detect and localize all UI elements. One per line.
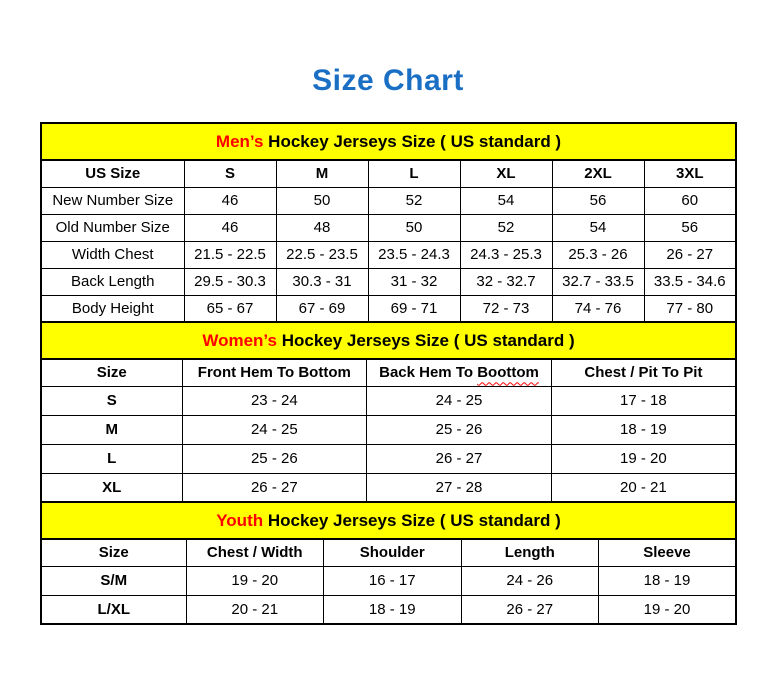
youth-col-header: Chest / Width	[186, 539, 324, 566]
youth-size-table	[40, 501, 737, 625]
row-label: M	[41, 415, 182, 444]
youth-section-title	[41, 502, 736, 539]
mens-title-accent: Men’s	[215, 131, 264, 151]
row-label: New Number Size	[41, 187, 184, 214]
womens-section-title	[41, 322, 736, 359]
cell: 20 - 21	[551, 473, 736, 502]
size-chart-tables	[40, 122, 737, 625]
cell: 30.3 - 31	[276, 268, 368, 295]
womens-col-header-text: Back Hem To	[379, 364, 478, 382]
cell: 26 - 27	[182, 473, 367, 502]
table-row	[41, 595, 736, 624]
mens-col-header: XL	[460, 160, 552, 187]
cell: 19 - 20	[599, 595, 737, 624]
cell: 24 - 25	[182, 415, 367, 444]
cell: 26 - 27	[461, 595, 599, 624]
table-row	[41, 386, 736, 415]
cell: 46	[184, 214, 276, 241]
table-row	[41, 187, 736, 214]
cell: 18 - 19	[599, 566, 737, 595]
table-row	[41, 241, 736, 268]
cell: 32 - 32.7	[460, 268, 552, 295]
cell: 18 - 19	[551, 415, 736, 444]
mens-size-table	[40, 122, 737, 323]
cell: 24 - 25	[367, 386, 552, 415]
cell: 19 - 20	[186, 566, 324, 595]
cell: 18 - 19	[324, 595, 462, 624]
cell: 56	[644, 214, 736, 241]
womens-title-rest: Hockey Jerseys Size ( US standard )	[276, 330, 575, 350]
cell: 56	[552, 187, 644, 214]
row-label: L/XL	[41, 595, 186, 624]
cell: 24 - 26	[461, 566, 599, 595]
mens-col-header: 2XL	[552, 160, 644, 187]
cell: 65 - 67	[184, 295, 276, 322]
page-title: Size Chart	[312, 64, 464, 97]
cell: 25 - 26	[182, 444, 367, 473]
mens-section-title	[41, 123, 736, 160]
cell: 72 - 73	[460, 295, 552, 322]
youth-col-header: Length	[461, 539, 599, 566]
youth-title-accent: Youth	[216, 510, 264, 530]
cell: 46	[184, 187, 276, 214]
cell: 74 - 76	[552, 295, 644, 322]
cell: 27 - 28	[367, 473, 552, 502]
cell: 54	[460, 187, 552, 214]
womens-title-accent: Women’s	[202, 330, 277, 350]
mens-title-rest: Hockey Jerseys Size ( US standard )	[263, 131, 562, 151]
womens-col-header: Front Hem To Bottom	[182, 359, 367, 386]
womens-col-header	[367, 359, 552, 386]
cell: 19 - 20	[551, 444, 736, 473]
mens-header-row	[41, 160, 736, 187]
cell: 31 - 32	[368, 268, 460, 295]
cell: 20 - 21	[186, 595, 324, 624]
cell: 52	[460, 214, 552, 241]
table-row	[41, 268, 736, 295]
cell: 26 - 27	[367, 444, 552, 473]
mens-col-header: 3XL	[644, 160, 736, 187]
row-label: Width Chest	[41, 241, 184, 268]
cell: 48	[276, 214, 368, 241]
youth-header-row	[41, 539, 736, 566]
cell: 32.7 - 33.5	[552, 268, 644, 295]
cell: 17 - 18	[551, 386, 736, 415]
misspelled-word: Boottom	[477, 364, 539, 382]
youth-section-band	[41, 502, 736, 539]
cell: 16 - 17	[324, 566, 462, 595]
row-label: XL	[41, 473, 182, 502]
table-row	[41, 415, 736, 444]
cell: 22.5 - 23.5	[276, 241, 368, 268]
row-label: S/M	[41, 566, 186, 595]
table-row	[41, 295, 736, 322]
youth-col-header: Shoulder	[324, 539, 462, 566]
youth-col-header: Size	[41, 539, 186, 566]
cell: 23.5 - 24.3	[368, 241, 460, 268]
mens-section-band	[41, 123, 736, 160]
cell: 52	[368, 187, 460, 214]
table-row	[41, 473, 736, 502]
cell: 25.3 - 26	[552, 241, 644, 268]
cell: 21.5 - 22.5	[184, 241, 276, 268]
cell: 23 - 24	[182, 386, 367, 415]
mens-col-header: US Size	[41, 160, 184, 187]
womens-header-row	[41, 359, 736, 386]
womens-section-band	[41, 322, 736, 359]
cell: 50	[276, 187, 368, 214]
cell: 24.3 - 25.3	[460, 241, 552, 268]
mens-col-header: M	[276, 160, 368, 187]
cell: 25 - 26	[367, 415, 552, 444]
cell: 67 - 69	[276, 295, 368, 322]
row-label: S	[41, 386, 182, 415]
cell: 69 - 71	[368, 295, 460, 322]
table-row	[41, 214, 736, 241]
youth-col-header: Sleeve	[599, 539, 737, 566]
youth-title-rest: Hockey Jerseys Size ( US standard )	[263, 510, 561, 530]
mens-col-header: S	[184, 160, 276, 187]
cell: 26 - 27	[644, 241, 736, 268]
cell: 33.5 - 34.6	[644, 268, 736, 295]
table-row	[41, 566, 736, 595]
cell: 50	[368, 214, 460, 241]
row-label: Body Height	[41, 295, 184, 322]
womens-size-table	[40, 321, 737, 503]
row-label: Old Number Size	[41, 214, 184, 241]
cell: 29.5 - 30.3	[184, 268, 276, 295]
mens-col-header: L	[368, 160, 460, 187]
row-label: Back Length	[41, 268, 184, 295]
table-row	[41, 444, 736, 473]
cell: 54	[552, 214, 644, 241]
womens-col-header: Chest / Pit To Pit	[551, 359, 736, 386]
cell: 60	[644, 187, 736, 214]
womens-col-header: Size	[41, 359, 182, 386]
cell: 77 - 80	[644, 295, 736, 322]
row-label: L	[41, 444, 182, 473]
